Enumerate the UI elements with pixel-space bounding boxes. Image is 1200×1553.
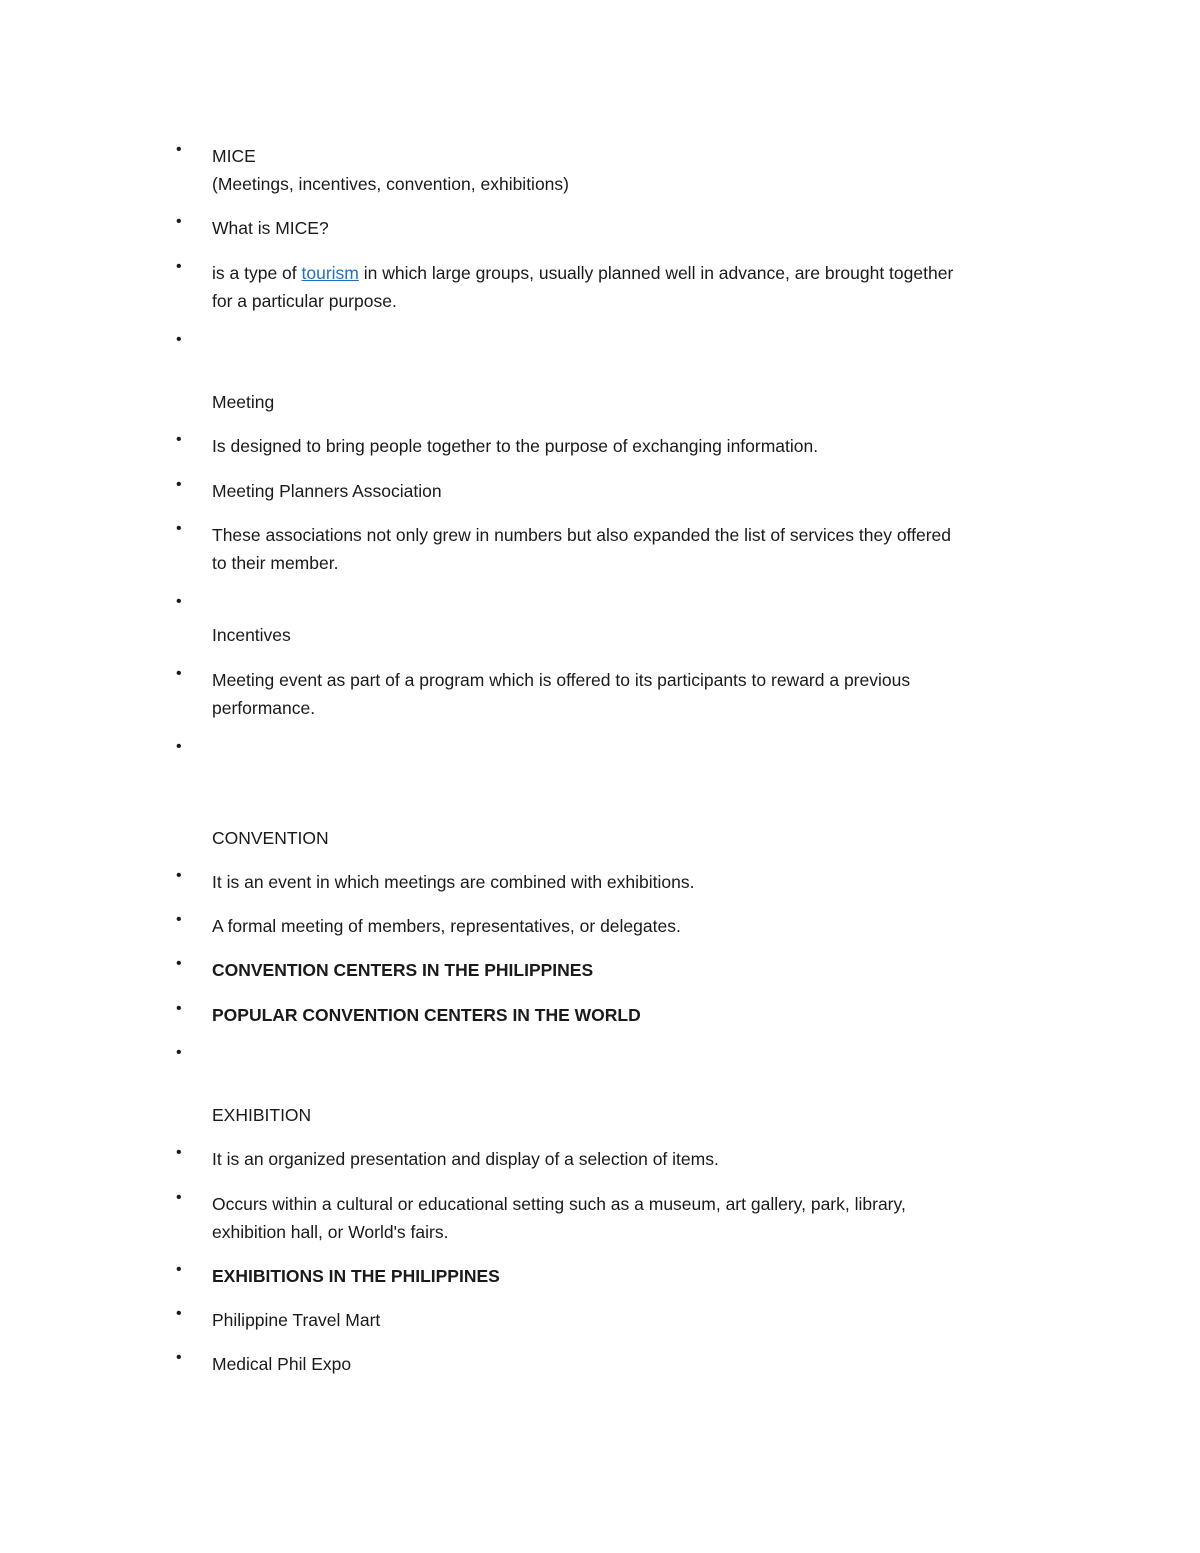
bullet-icon bbox=[176, 440, 184, 448]
list-item-exhibition-setting bbox=[212, 1190, 1062, 1246]
bullet-icon bbox=[176, 485, 184, 493]
incentives-heading: Incentives bbox=[212, 625, 291, 645]
associations-line-2: to their member. bbox=[212, 553, 339, 573]
exhibition-setting-line-2: exhibition hall, or World's fairs. bbox=[212, 1222, 449, 1242]
bullet-icon bbox=[176, 1198, 184, 1206]
list-item-definition bbox=[212, 259, 1062, 315]
bullet-icon bbox=[176, 1053, 184, 1061]
bullet-icon bbox=[176, 529, 184, 537]
list-item-meeting-def: Is designed to bring people together to the purpose of exchanging information. bbox=[212, 436, 819, 456]
list-item-associations bbox=[212, 521, 1062, 577]
incentives-line-1: Meeting event as part of a program which is offered to its participants to reward a previous bbox=[212, 670, 911, 690]
list-item-mice bbox=[212, 142, 1062, 198]
bullet-icon bbox=[176, 1314, 184, 1322]
bullet-icon bbox=[176, 602, 184, 610]
bullet-icon bbox=[176, 222, 184, 230]
list-item-convention-def: It is an event in which meetings are combined with exhibitions. bbox=[212, 872, 695, 892]
tourism-link[interactable]: tourism bbox=[301, 263, 359, 283]
bullet-icon bbox=[176, 340, 184, 348]
incentives-line-2: performance. bbox=[212, 698, 316, 718]
bullet-icon bbox=[176, 920, 184, 928]
list-item-convention-world: POPULAR CONVENTION CENTERS IN THE WORLD bbox=[212, 1005, 641, 1025]
list-item-exhibition-def: It is an organized presentation and display of a selection of items. bbox=[212, 1149, 719, 1169]
definition-line-2: for a particular purpose. bbox=[212, 291, 397, 311]
bullet-icon bbox=[176, 1153, 184, 1161]
bullet-icon bbox=[176, 964, 184, 972]
bullet-icon bbox=[176, 1358, 184, 1366]
bullet-icon bbox=[176, 674, 184, 682]
list-item-incentives bbox=[212, 666, 1062, 722]
convention-heading: CONVENTION bbox=[212, 828, 329, 848]
list-item-meeting-planners: Meeting Planners Association bbox=[212, 481, 442, 501]
bullet-icon bbox=[176, 876, 184, 884]
definition-text-cont: in which large groups, usually planned well in advance, are brought together bbox=[358, 263, 954, 283]
exhibition-heading: EXHIBITION bbox=[212, 1105, 312, 1125]
mice-expansion: (Meetings, incentives, convention, exhibitions) bbox=[212, 174, 569, 194]
list-item-travel-mart: Philippine Travel Mart bbox=[212, 1310, 381, 1330]
bullet-icon bbox=[176, 747, 184, 755]
list-item-convention-def-2: A formal meeting of members, representatives, or delegates. bbox=[212, 916, 681, 936]
list-item-medical-expo: Medical Phil Expo bbox=[212, 1354, 352, 1374]
associations-line-1: These associations not only grew in numbers but also expanded the list of services they offered bbox=[212, 525, 951, 545]
list-item-exhibitions-philippines: EXHIBITIONS IN THE PHILIPPINES bbox=[212, 1266, 500, 1286]
list-item-convention-philippines: CONVENTION CENTERS IN THE PHILIPPINES bbox=[212, 960, 594, 980]
mice-title: MICE bbox=[212, 146, 256, 166]
exhibition-setting-line-1: Occurs within a cultural or educational setting such as a museum, art gallery, park, library, bbox=[212, 1194, 906, 1214]
meeting-heading: Meeting bbox=[212, 392, 275, 412]
bullet-icon bbox=[176, 1270, 184, 1278]
definition-text: is a type of bbox=[212, 263, 302, 283]
bullet-icon bbox=[176, 150, 184, 158]
bullet-icon bbox=[176, 1009, 184, 1017]
list-item-what-is: What is MICE? bbox=[212, 218, 329, 238]
bullet-icon bbox=[176, 267, 184, 275]
